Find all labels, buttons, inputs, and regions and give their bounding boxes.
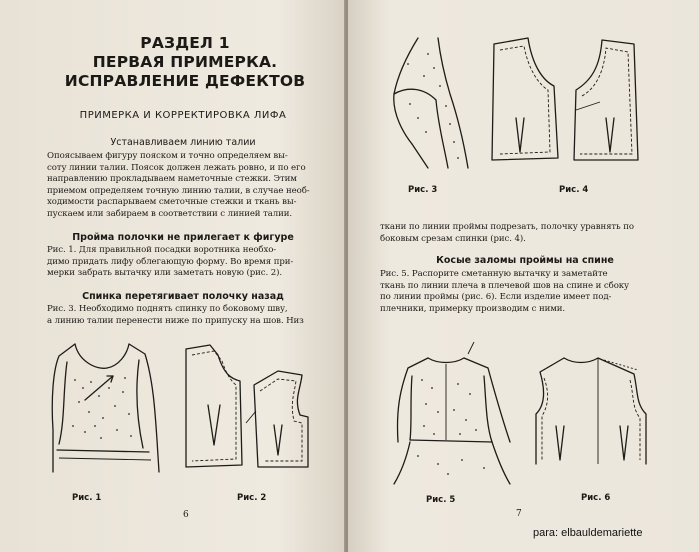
page-number-right: 7	[516, 509, 522, 519]
text-line: Опоясываем фигуру пояском и точно определяем вы-	[47, 151, 288, 161]
figure-5-back-view	[388, 350, 518, 485]
text-line: Рис. 1. Для правильной посадки воротника необхо-	[47, 245, 277, 255]
para-diagonal	[380, 269, 676, 315]
figure-2-pattern-dart	[178, 345, 328, 485]
section-title-line-1: РАЗДЕЛ 1	[140, 34, 230, 52]
text-line: ходимости распарываем сметочные стежки и ткань вы-	[47, 197, 297, 208]
caption-fig-6: Рис. 6	[581, 493, 611, 503]
text-line: пускаем или забираем в соответствии с линией талии.	[47, 208, 292, 219]
para-continued	[380, 222, 676, 245]
text-line: ткани по линии проймы подрезать, полочку уравнять по	[380, 222, 634, 232]
right-page	[348, 0, 699, 552]
caption-fig-4: Рис. 4	[559, 185, 589, 195]
section-title	[20, 34, 346, 91]
caption-fig-1: Рис. 1	[72, 493, 102, 503]
section-title-line-2: ПЕРВАЯ ПРИМЕРКА.	[92, 53, 278, 71]
heading-back: Спинка перетягивает полочку назад	[82, 291, 284, 302]
section-title-line-3: ИСПРАВЛЕНИЕ ДЕФЕКТОВ	[64, 72, 306, 90]
para-front	[47, 245, 333, 280]
subtitle: ПРИМЕРКА И КОРРЕКТИРОВКА ЛИФА	[79, 110, 287, 121]
credit-text: para: elbauldemariette	[533, 527, 643, 539]
text-line: ткань по линии плеча в плечевой шов на спине и сбоку	[380, 280, 629, 291]
heading-front: Пройма полочки не прилегает к фигуре	[72, 232, 294, 243]
text-line: соту линии талии. Поясок должен лежать ровно, и по его	[47, 162, 306, 173]
text-line: а линию талии перенести ниже по припуску на шов. Низ	[47, 315, 304, 326]
caption-fig-2: Рис. 2	[237, 493, 267, 503]
figure-6-back-bodice	[534, 352, 664, 472]
text-line: боковым срезам спинки (рис. 4).	[380, 233, 526, 244]
left-page	[0, 0, 346, 552]
figure-1-bodice-front	[45, 340, 165, 480]
para-back	[47, 304, 335, 327]
figure-3-back-armhole	[388, 34, 478, 174]
caption-fig-3: Рис. 3	[408, 185, 438, 195]
text-line: приемом определяем точную линию талии, в случае необ-	[47, 185, 310, 196]
page-number-left: 6	[183, 510, 189, 520]
text-line: Рис. 5. Распорите сметанную вытачку и заметайте	[380, 269, 608, 279]
text-line: мерки забрать вытачку или заметать новую (рис. 2).	[47, 268, 282, 279]
heading-diagonal: Косые заломы проймы на спине	[436, 255, 614, 266]
caption-fig-5: Рис. 5	[426, 495, 456, 505]
text-line: плечники, примерку производим с ними.	[380, 303, 566, 314]
text-line: по линии проймы (рис. 6). Если изделие имеет под-	[380, 292, 612, 303]
text-line: направлению прокладываем наметочные стежки. Этим	[47, 174, 297, 185]
para-waist	[47, 151, 333, 221]
figure-4-pattern-pieces	[488, 34, 648, 174]
heading-waist: Устанавливаем линию талии	[110, 137, 256, 148]
text-line: димо придать лифу облегающую форму. Во время при-	[47, 256, 294, 267]
text-line: Рис. 3. Необходимо поднять спинку по боковому шву,	[47, 304, 288, 314]
